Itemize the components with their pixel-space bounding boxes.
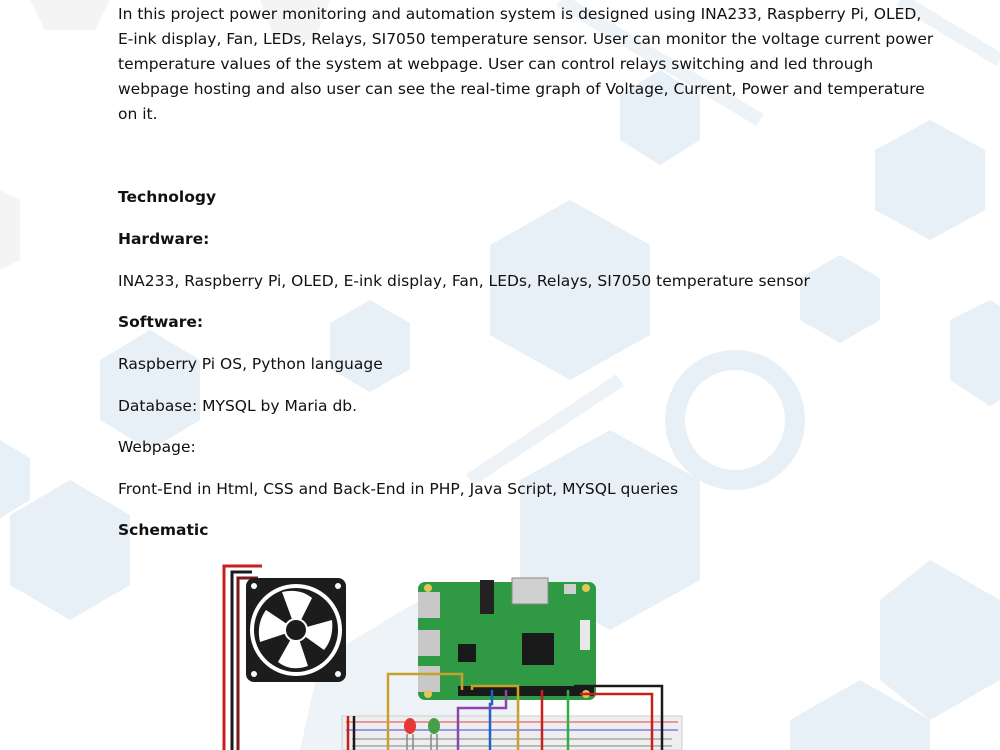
intro-line: temperature values of the system at webpage. User can control relays switching and led through bbox=[118, 55, 874, 73]
intro-line: webpage hosting and also user can see the real-time graph of Voltage, Current, Power and temperature bbox=[118, 80, 925, 98]
schematic-heading: Schematic bbox=[118, 521, 209, 539]
hardware-text: INA233, Raspberry Pi, OLED, E-ink display, Fan, LEDs, Relays, SI7050 temperature sensor bbox=[118, 272, 810, 290]
software-text: Raspberry Pi OS, Python language bbox=[118, 355, 383, 373]
hardware-label: Hardware: bbox=[118, 230, 210, 248]
schematic-diagram bbox=[222, 558, 692, 750]
breadboard bbox=[342, 716, 682, 750]
intro-line: In this project power monitoring and automation system is designed using INA233, Raspberry Pi, OLED, bbox=[118, 5, 922, 23]
raspberry-pi-board bbox=[418, 578, 596, 700]
webpage-label: Webpage: bbox=[118, 438, 196, 456]
webpage-text: Front-End in Html, CSS and Back-End in PHP, Java Script, MYSQL queries bbox=[118, 480, 679, 498]
intro-line: E-ink display, Fan, LEDs, Relays, SI7050 temperature sensor. User can monitor the voltage current power bbox=[118, 30, 934, 48]
database-text: Database: MYSQL by Maria db. bbox=[118, 397, 358, 415]
fan-icon bbox=[246, 578, 346, 682]
intro-line: on it. bbox=[118, 105, 158, 123]
technology-heading: Technology bbox=[118, 188, 217, 206]
software-label: Software: bbox=[118, 313, 204, 331]
